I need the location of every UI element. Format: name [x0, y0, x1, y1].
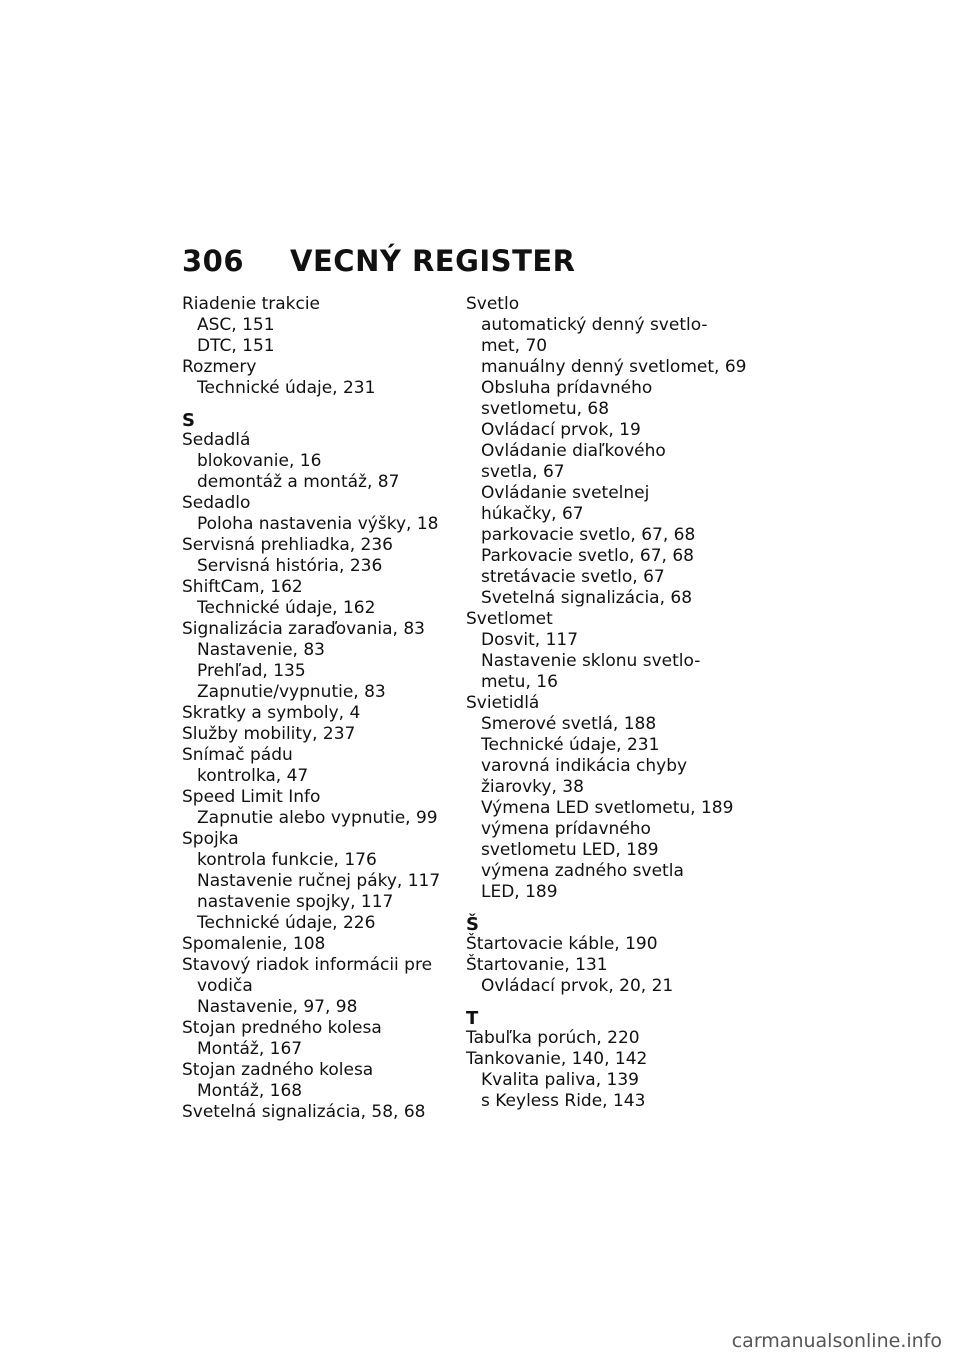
index-subentry: Ovládací prvok, 19: [481, 420, 641, 440]
index-entry: ShiftCam, 162: [182, 577, 303, 597]
index-subentry: demontáž a montáž, 87: [197, 472, 400, 492]
index-subentry: Nastavenie, 97, 98: [197, 997, 358, 1017]
index-subentry: parkovacie svetlo, 67, 68: [481, 525, 696, 545]
index-subentry: LED, 189: [481, 882, 558, 902]
index-subentry: DTC, 151: [197, 336, 275, 356]
index-subentry: Svetelná signalizácia, 68: [481, 588, 693, 608]
index-subentry: Technické údaje, 226: [197, 913, 376, 933]
index-subentry: Smerové svetlá, 188: [481, 714, 657, 734]
index-entry: Svetelná signalizácia, 58, 68: [182, 1102, 426, 1122]
index-column-right: [466, 294, 756, 1112]
index-subentry: Ovládanie svetelnej: [481, 483, 650, 503]
index-entry: Servisná prehliadka, 236: [182, 535, 393, 555]
index-entry: Tabuľka porúch, 220: [466, 1028, 640, 1048]
index-subentry: ASC, 151: [197, 315, 275, 335]
index-subentry: Technické údaje, 231: [481, 735, 660, 755]
index-subentry: výmena zadného svetla: [481, 861, 684, 881]
index-letter-heading: Š: [466, 914, 479, 935]
index-subentry: Poloha nastavenia výšky, 18: [197, 514, 439, 534]
index-subentry: Technické údaje, 231: [197, 378, 376, 398]
index-entry: Služby mobility, 237: [182, 724, 356, 744]
index-entry: Rozmery: [182, 357, 257, 377]
index-subentry: svetlometu LED, 189: [481, 840, 659, 860]
index-subentry: Obsluha prídavného: [481, 378, 653, 398]
index-subentry: húkačky, 67: [481, 504, 584, 524]
index-subentry: blokovanie, 16: [197, 451, 322, 471]
index-entry: Svietidlá: [466, 693, 540, 713]
index-subentry: s Keyless Ride, 143: [481, 1091, 646, 1111]
index-entry: Svetlo: [466, 294, 520, 314]
index-entry: Štartovanie, 131: [466, 955, 608, 975]
index-subentry: met, 70: [481, 336, 548, 356]
page-number: 306: [182, 244, 245, 278]
index-entry: Štartovacie káble, 190: [466, 934, 658, 954]
index-subentry: automatický denný svetlo-: [481, 315, 708, 335]
index-subentry: Nastavenie ručnej páky, 117: [197, 871, 441, 891]
index-subentry: Nastavenie, 83: [197, 640, 325, 660]
index-entry: Stavový riadok informácii pre: [182, 955, 433, 975]
index-subentry: žiarovky, 38: [481, 777, 584, 797]
index-subentry: Montáž, 168: [197, 1081, 303, 1101]
index-entry: Sedadlá: [182, 430, 251, 450]
index-subentry: varovná indikácia chyby: [481, 756, 688, 776]
index-subentry: Prehľad, 135: [197, 661, 306, 681]
index-subentry: metu, 16: [481, 672, 558, 692]
index-subentry: Montáž, 167: [197, 1039, 303, 1059]
index-subentry: Zapnutie alebo vypnutie, 99: [197, 808, 438, 828]
index-entry: Stojan zadného kolesa: [182, 1060, 374, 1080]
index-subentry: Servisná história, 236: [197, 556, 383, 576]
index-subentry: vodiča: [197, 976, 253, 996]
index-entry: Tankovanie, 140, 142: [466, 1049, 648, 1069]
index-subentry: Výmena LED svetlometu, 189: [481, 798, 734, 818]
index-entry: Svetlomet: [466, 609, 553, 629]
index-entry: Signalizácia zaraďovania, 83: [182, 619, 425, 639]
index-subentry: výmena prídavného: [481, 819, 651, 839]
index-subentry: Parkovacie svetlo, 67, 68: [481, 546, 694, 566]
index-subentry: manuálny denný svetlomet, 69: [481, 357, 747, 377]
index-entry: Skratky a symboly, 4: [182, 703, 361, 723]
index-subentry: Kvalita paliva, 139: [481, 1070, 639, 1090]
index-entry: Spojka: [182, 829, 239, 849]
watermark[interactable]: carmanualsonline.info: [731, 1330, 942, 1352]
index-subentry: Dosvit, 117: [481, 630, 579, 650]
index-subentry: nastavenie spojky, 117: [197, 892, 394, 912]
index-subentry: Nastavenie sklonu svetlo-: [481, 651, 701, 671]
index-subentry: svetlometu, 68: [481, 399, 610, 419]
index-subentry: Ovládanie diaľkového: [481, 441, 666, 461]
index-column-left: [182, 294, 452, 1123]
index-entry: Stojan predného kolesa: [182, 1018, 382, 1038]
index-entry: Snímač pádu: [182, 745, 293, 765]
index-subentry: kontrolka, 47: [197, 766, 309, 786]
index-subentry: kontrola funkcie, 176: [197, 850, 377, 870]
page-title: VECNÝ REGISTER: [290, 244, 576, 278]
index-subentry: svetla, 67: [481, 462, 565, 482]
index-subentry: Technické údaje, 162: [197, 598, 376, 618]
index-entry: Sedadlo: [182, 493, 251, 513]
index-subentry: Zapnutie/vypnutie, 83: [197, 682, 386, 702]
index-subentry: stretávacie svetlo, 67: [481, 567, 665, 587]
index-subentry: Ovládací prvok, 20, 21: [481, 976, 674, 996]
page-header: [182, 244, 576, 278]
index-entry: Riadenie trakcie: [182, 294, 321, 314]
index-entry: Spomalenie, 108: [182, 934, 326, 954]
index-letter-heading: T: [466, 1008, 479, 1029]
index-letter-heading: S: [182, 410, 195, 431]
index-entry: Speed Limit Info: [182, 787, 321, 807]
